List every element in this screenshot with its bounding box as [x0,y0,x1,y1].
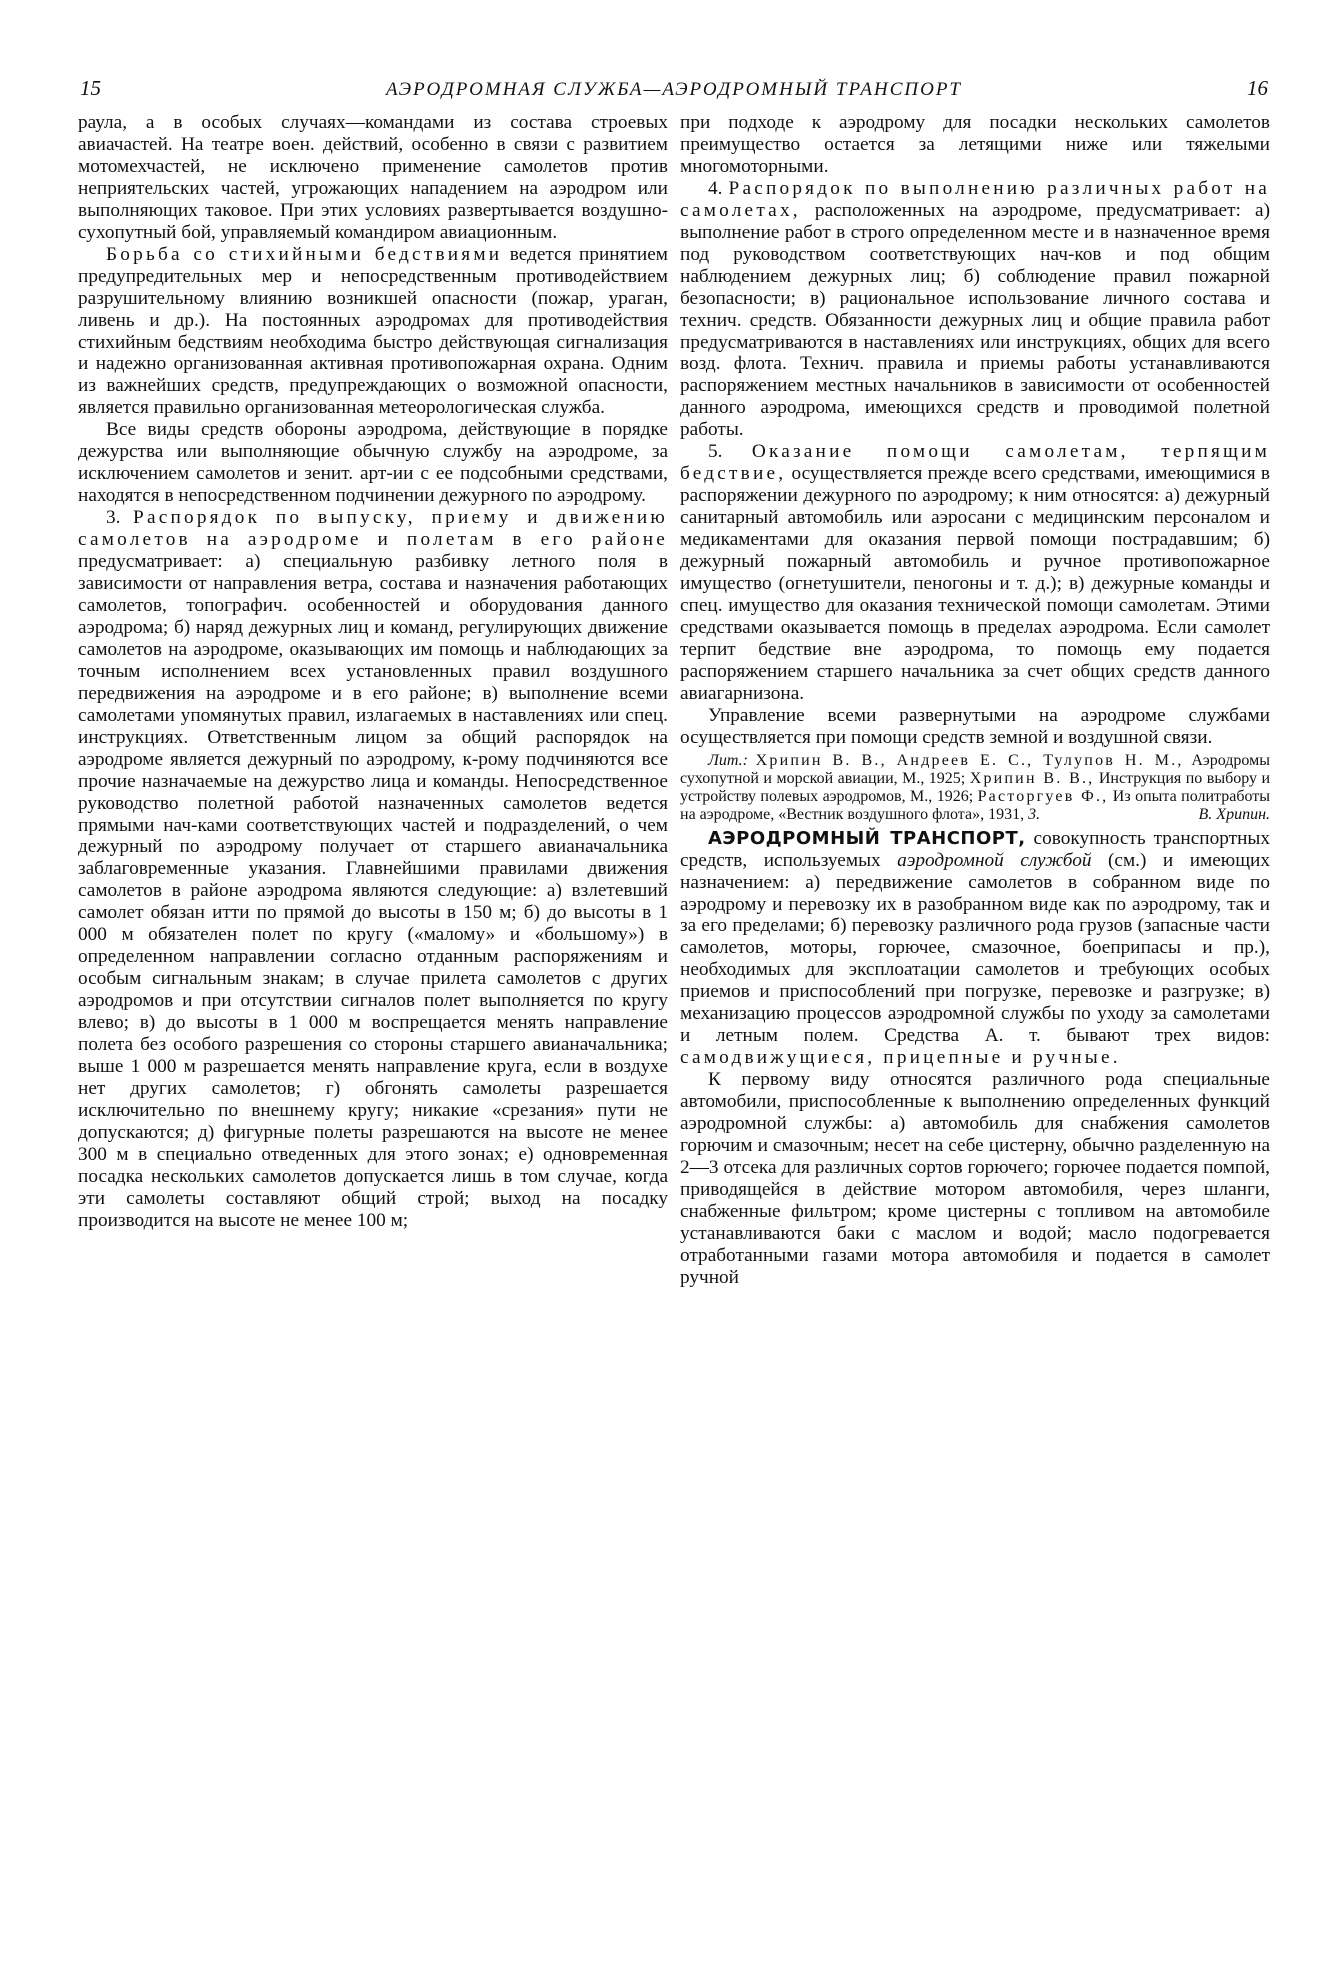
running-title: АЭРОДРОМНАЯ СЛУЖБА—АЭРОДРОМНЫЙ ТРАНСПОРТ [386,79,962,100]
spaced-emphasis: Расторгуев Ф., [977,787,1109,805]
spaced-emphasis: Борьба со стихийными бедствиями [106,243,503,265]
author-signature: В. Хрипин. [1198,805,1270,823]
spaced-emphasis: Оказание помощи самолетам, терпящим бедствие, [680,441,1270,485]
paragraph [78,112,668,244]
spaced-emphasis: Распорядок по выполнению различных работ на самолетах, [680,177,1271,221]
text-run: аэродромной службой [897,849,1092,871]
article-headword: АЭРОДРОМНЫЙ ТРАНСПОРТ, [708,827,1026,849]
paragraph [680,112,1270,178]
paragraph [78,507,668,1231]
text-run: Лит.: [708,751,756,769]
text-run: расположенных на аэродроме, предусматривает: а) выполнение работ в строго определенном месте и в назначенное время под руководством соответствующих нач-ков и под общим наблюдением дежурных лиц; б) соблюдение правил пожарной безопасности; в) рациональное использование личного состава и технич. средств. Обязанности дежурных лиц и общие правила работ предусматриваются в наставлениях или инструкциях, общих для всего возд. флота. Технич. правила и приемы работы устанавливаются распоряжением местных начальников в зависимости от особенностей данного аэродрома, имеющихся средств и проводимой полетной работы. [680,199,1270,441]
paragraph [680,441,1270,704]
text-run: (см.) и имеющих назначением: а) передвижение самолетов в собранном виде по аэродрому и перевозку их в разобранном виде как по аэродрому, так и за его пределами; б) перевозку различного рода грузов (запасные части самолетов, моторы, горючее, смазочное, боеприпасы и пр.), необходимых для эксплоатации самолетов и требующих особых приемов и приспособлений при погрузке, перевозке и разгрузке; в) механизацию процессов аэродромной службы по уходу за самолетами и летным полем. Средства А. т. бывают трех видов: [680,849,1270,1047]
text-column-right [680,112,1270,1289]
spaced-emphasis: Хрипин В. В., Андреев Е. С., Тулупов Н. М., [755,751,1184,769]
text-run: 5. [708,441,752,463]
text-run: Управление всеми развернутыми на аэродроме службами осуществляется при помощи средств земной и воздушной связи. [680,704,1270,748]
text-run: Инструкция по выбору и устройству полевых аэродромов, М., 1926; [680,769,1271,805]
text-run: 3. [106,507,134,529]
spaced-emphasis: самодвижущиеся, прицепные и ручные. [680,1047,1121,1069]
paragraph [680,828,1270,1069]
text-column-left [78,112,668,1232]
spaced-emphasis: Хрипин В. В., [969,769,1095,787]
text-run: предусматривает: а) специальную разбивку летного поля в зависимости от направления ветра, состава и назначения работающих самолетов, топографич. особенностей и оборудования данного аэродрома; б) наряд дежурных лиц и команд, регулирующих движение самолетов на аэродроме, оказывающих им помощь и наблюдающих за точным исполнением всех установленных правил воздушного передвижения на аэродроме и в его районе; в) выполнение всеми самолетами упомянутых правил, излагаемых в наставлениях или спец. инструкциях. Ответственным лицом за общий распорядок на аэродроме является дежурный по аэродрому, к-рому подчиняются все прочие назначаемые на дежурство лица и команды. Непосредственное руководство полетной работой назначенных самолетов ведется прямыми нач-ками соответствующих частей и подразделений, о чем дежурный по аэродрому получает от старшего авианачальника заблаговременные указания. Главнейшими правилами движения самолетов в районе аэродрома являются следующие: а) взлетевший самолет обязан итти по прямой до высоты в 150 м; б) до высоты в 1 000 м обязателен полет по кругу («малому» и «большому») в определенном направлении согласно отданным распоряжениям и особым сигнальным знакам; в случае прилета самолетов с других аэродромов и при отсутствии сигналов полет выполняется по кругу влево; в) до высоты в 1 000 м воспрещается менять направление полета без особого разрешения со стороны старшего авианачальника; выше 1 000 м разрешается менять направление круга, если в воздухе нет других самолетов; г) обгонять самолеты разрешается исключительно по внешнему кругу; никакие «срезания» пути не допускаются; д) фигурные полеты разрешаются на высоте не менее 300 м в специально отведенных для этого зонах; е) одновременная посадка нескольких самолетов допускается лишь в том случае, когда эти самолеты составляют общий строй; выход на посадку производится на высоте не менее 100 м; [78,551,668,1231]
text-run: при подходе к аэродрому для посадки нескольких самолетов преимущество остается за летящими ниже или тяжелыми многомоторными. [680,112,1270,177]
paragraph [78,419,668,507]
text-run: раула, а в особых случаях—командами из состава строевых авиачастей. На театре воен. действий, особенно в связи с развитием мотомехчастей, не исключено применение самолетов против неприятельских частей, угрожающих нападением на аэродром или выполняющих таковое. При этих условиях развертывается воздушно-сухопутный бой, управляемый командиром авиационным. [78,112,668,243]
paragraph [680,705,1270,749]
paragraph [680,178,1270,441]
paragraph [680,1069,1270,1289]
paragraph [78,244,668,420]
literature-references [680,752,1270,824]
text-run: К первому виду относятся различного рода специальные автомобили, приспособленные к выполнению определенных функций аэродромной службы: а) автомобиль для снабжения самолетов горючим и смазочным; несет на себе цистерну, обычно разделенную на 2—3 отсека для различных сортов горючего; горючее подается помпой, приводящейся в действие мотором автомобиля, через шланги, снабженные фильтром; кроме цистерны с топливом на автомобиле устанавливаются баки с маслом и водой; масло подогревается отработанными газами мотора автомобиля и подается в самолет ручной [680,1069,1270,1288]
running-header [80,76,1268,106]
text-run: Из опыта политработы на аэродроме, «Вестник воздушного флота», 1931, [680,787,1271,823]
text-run: Аэродромы сухопутной и морской авиации, М., 1925; [680,751,1270,787]
text-run: Все виды средств обороны аэродрома, действующие в порядке дежурства или выполняющие обычную службу на аэродроме, за исключением самолетов и зенит. арт-ии с ее подсобными средствами, находятся в непосредственном подчинении дежурного по аэродрому. [78,419,668,507]
text-run: 4. [708,177,729,199]
page-number-right: 16 [1247,76,1268,100]
page-number-left: 15 [80,76,101,100]
spaced-emphasis: Распорядок по выпуску, приему и движению самолетов на аэродроме и полетам в его районе [78,507,668,551]
text-run: осуществляется прежде всего средствами, имеющимися в распоряжении дежурного по аэродрому; к ним относятся: а) дежурный санитарный автомобиль или аэросани с медицинским персоналом и медикаментами для оказания первой помощи пострадавшим; б) дежурный пожарный автомобиль и ручное противопожарное имущество (огнетушители, пеногоны и т. д.); в) дежурные команды и спец. имущество для оказания технической помощи самолетам. Этими средствами оказывается помощь в пределах аэродрома. Если самолет терпит бедствие вне аэродрома, то помощь ему подается распоряжением старшего начальника за счет общих средств данного авиагарнизона. [680,463,1270,704]
text-run: совокупность транспортных средств, используемых [680,827,1270,871]
text-run: ведется принятием предупредительных мер и непосредственным противодействием разрушительному влиянию возникшей опасности (пожар, ураган, ливень и др.). На постоянных аэродромах для противодействия стихийным бедствиям необходима быстро действующая сигнализация и надежно организованная активная противопожарная охрана. Одним из важнейших средств, предупреждающих о возможной опасности, является правильно организованная метеорологическая служба. [78,243,668,419]
text-run: 3. [1028,805,1041,823]
